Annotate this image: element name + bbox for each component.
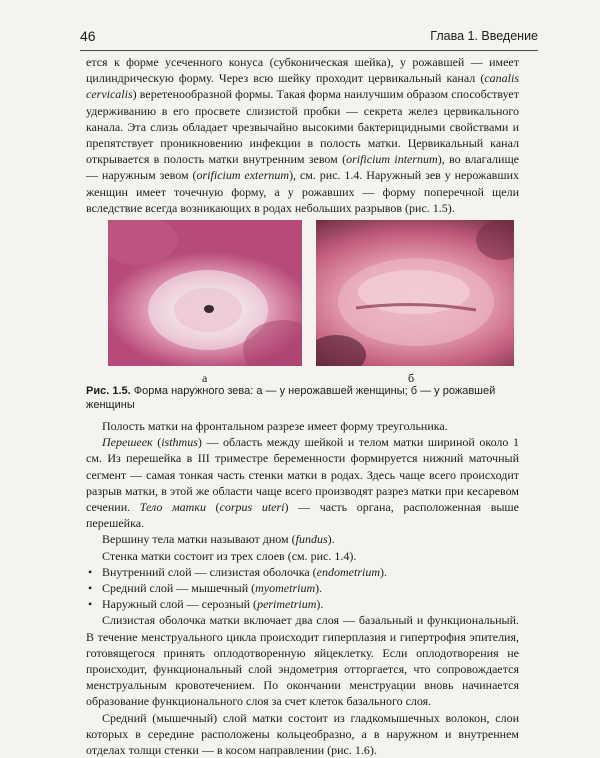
caption-number: Рис. 1.5. [86, 385, 131, 397]
paragraph-intro: ется к форме усеченного конуса (субконическая шейка), у рожавшей — имеет цилиндрическую форму. Через всю шейку проходит цервикальный канал (canalis cervicalis) веретенообразной формы. Такая форма наилучшим образом способствует удерживанию в его просвете слизистой пробки — секрета желез цервикального канала. Эта слизь обладает чрезвычайно высокими бактерицидными свойствами и препятствует проникновению инфекции в полость матки. Цервикальный канал открывается в полость матки внутренним зевом (orificium internum), во влагалище — наружным зевом (orificium externum), см. рис. 1.4. Наружный зев у нерожавших женщин имеет точечную форму, а у рожавших — форму поперечной щели вследствие всегда возникающих в родах небольших разрывов (рис. 1.5). [86, 55, 520, 215]
paragraph-fundus: Вершину тела матки называют дном (fundus). [102, 532, 335, 547]
page-number: 46 [80, 28, 96, 44]
main-text [86, 418, 519, 758]
paragraph-isthmus: Перешеек (isthmus) — область между шейкой и телом матки шириной около 1 см. Из перешейка в III триместре беременности формируется нижний маточный сегмент — самая тонкая часть стенки матки в родах. Здесь чаще всего происходит разрыв матки, в этой же области чаще всего производят разрез матки при кесаревом сечении. Тело матки (corpus uteri) — часть органа, расположенная выше перешейка. [86, 435, 519, 531]
cervix-b-image [316, 220, 514, 366]
photo-nulliparous-cervix [108, 220, 302, 366]
list-item: • Средний слой — мышечный (myometrium). [86, 580, 519, 596]
paragraph-myometrium: Средний (мышечный) слой матки состоит из гладкомышечных волокон, слои которых в середине расположены кольцеобразно, а в наружном и внутреннем отделах толщи стенки — в косом направлении (рис. 1.6). [86, 710, 519, 758]
intro-text [86, 54, 519, 216]
paragraph-mucosa: Слизистая оболочка матки включает два слоя — базальный и функциональный. В течение менструального цикла происходит гиперплазия и гипертрофия эпителия, готовящегося принять оплодотворенную яйцеклетку. Если оплодотворения не происходит, функциональный слой эндометрия отторгается, что сопровождается менструальным кровотечением. По окончании менструации вновь начинается образование функционального слоя за счет клеток базального слоя. [86, 613, 519, 709]
chapter-title: Глава 1. Введение [430, 29, 538, 43]
paragraph-cavity: Полость матки на фронтальном разрезе имеет форму треугольника. [102, 419, 448, 433]
list-item: • Наружный слой — серозный (perimetrium). [86, 596, 519, 612]
figure-caption [86, 385, 519, 412]
paragraph-layers: Стенка матки состоит из трех слоев (см. рис. 1.4). [102, 548, 357, 563]
caption-text: Форма наружного зева: а — у нерожавшей женщины; б — у рожавшей женщины [86, 385, 496, 411]
layers-list [86, 564, 519, 613]
running-header [80, 26, 538, 51]
list-item: • Внутренний слой — слизистая оболочка (endometrium). [86, 564, 519, 580]
cervix-a-image [108, 220, 302, 366]
figure-label-b: б [408, 371, 415, 385]
figure-label-a: а [202, 371, 208, 385]
photo-parous-cervix [316, 220, 514, 366]
